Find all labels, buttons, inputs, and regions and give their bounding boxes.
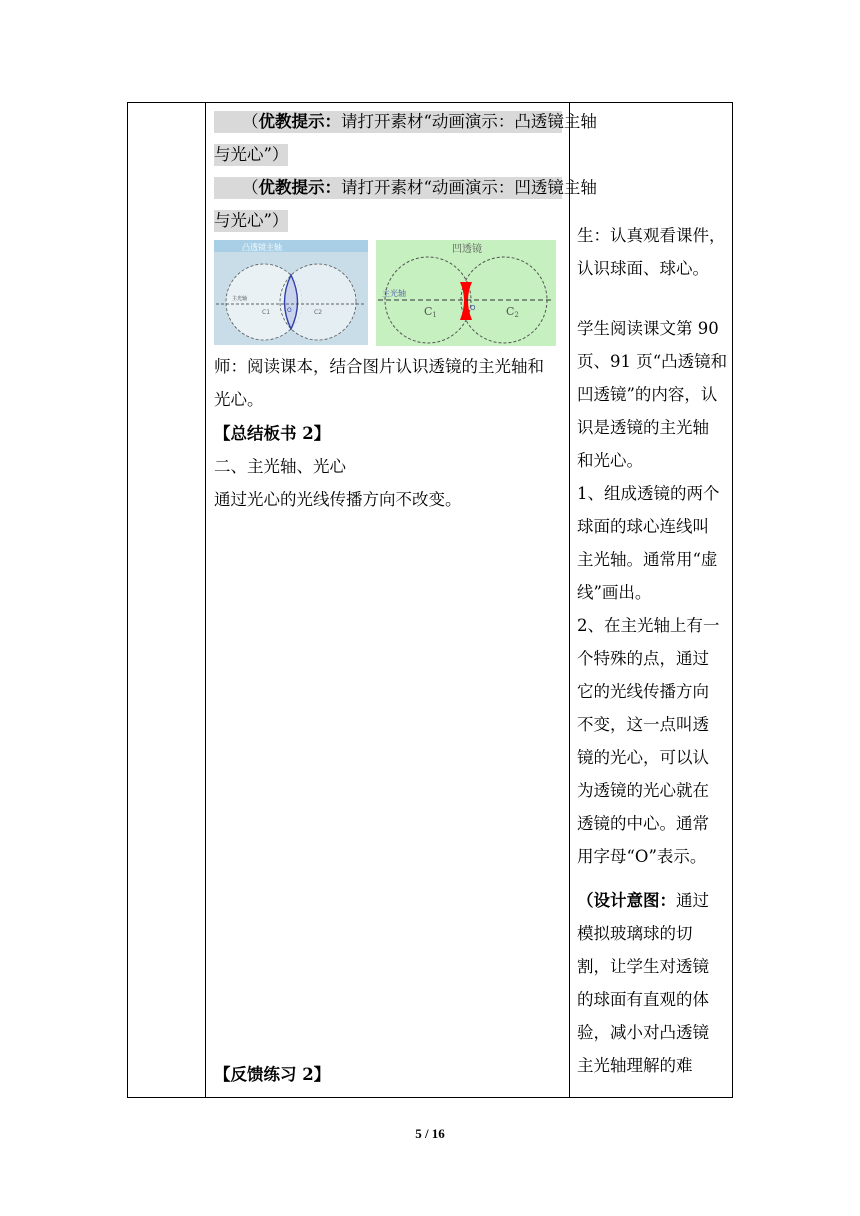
concave-c1-label: C1: [424, 305, 437, 319]
student-text-line: 和光心。: [577, 451, 643, 470]
student-text-line: 凹透镜”的内容，认: [577, 385, 718, 404]
student-text-line: 用字母“O”表示。: [577, 847, 707, 866]
student-text-line: 2、在主光轴上有一: [577, 616, 720, 635]
teacher-instruction-line1: 师：阅读课本，结合图片认识透镜的主光轴和: [214, 357, 544, 376]
tip-convex-line2: 与光心”）: [214, 145, 289, 164]
column-divider: [205, 103, 206, 1097]
tip-concave-line1: （优教提示：请打开素材“动画演示：凹透镜主轴: [214, 177, 562, 199]
student-text-line: 页、91 页“凸透镜和: [577, 352, 728, 371]
feedback-heading: 【反馈练习 2】: [214, 1065, 331, 1084]
student-text-line: 1、组成透镜的两个: [577, 484, 720, 503]
student-text-line: 不变，这一点叫透: [577, 715, 709, 734]
student-text-line: 它的光线传播方向: [577, 682, 709, 701]
lesson-table: [127, 102, 733, 1098]
convex-figure-title: 凸透镜主轴: [242, 243, 282, 252]
design-intent-line: （设计意图：通过: [577, 891, 709, 910]
design-intent-line: 验，减小对凸透镜: [577, 1023, 709, 1042]
teacher-instruction-line2: 光心。: [214, 390, 264, 409]
convex-o-label: O: [287, 307, 292, 314]
concave-figure-title: 凹透镜: [452, 244, 482, 255]
student-text-line: 识是透镜的主光轴: [577, 418, 709, 437]
convex-c2-label: C2: [314, 309, 323, 316]
student-text-line: 主光轴。通常用“虚: [577, 550, 718, 569]
concave-lens-figure: [376, 240, 556, 346]
teacher-activity-cell: [214, 103, 597, 1097]
convex-axis-label: 主光轴: [232, 296, 248, 302]
convex-c1-label: C1: [262, 309, 271, 316]
design-intent-line: 模拟玻璃球的切: [577, 924, 693, 943]
design-intent-line: 割，让学生对透镜: [577, 957, 709, 976]
student-text-line: 透镜的中心。通常: [577, 814, 709, 833]
concave-o-label: O: [470, 304, 476, 312]
student-text-line: 线”画出。: [577, 583, 652, 602]
student-text-line: 球面的球心连线叫: [577, 517, 709, 536]
student-text-line: 个特殊的点，通过: [577, 649, 709, 668]
student-text-line: 学生阅读课文第 90: [577, 319, 719, 338]
student-text-line: 镜的光心，可以认: [577, 748, 709, 767]
student-text-line: 认识球面、球心。: [577, 259, 709, 278]
summary-text: 通过光心的光线传播方向不改变。: [214, 490, 462, 509]
student-text-line: 为透镜的光心就在: [577, 781, 709, 800]
student-text-line: 生：认真观看课件，: [577, 226, 726, 245]
design-intent-line: 的球面有直观的体: [577, 990, 709, 1009]
convex-lens-figure: [214, 240, 368, 345]
design-intent-line: 主光轴理解的难: [577, 1056, 693, 1075]
concave-axis-label: 主光轴: [382, 289, 406, 298]
page-number: 5 / 16: [415, 1126, 445, 1141]
student-activity-cell: [577, 103, 731, 1097]
summary-item: 二、主光轴、光心: [214, 457, 346, 476]
summary-heading: 【总结板书 2】: [214, 424, 331, 443]
tip-convex-line1: （优教提示：请打开素材“动画演示：凸透镜主轴: [214, 111, 562, 133]
tip-concave-line2: 与光心”）: [214, 211, 289, 230]
concave-c2-label: C2: [506, 305, 519, 319]
